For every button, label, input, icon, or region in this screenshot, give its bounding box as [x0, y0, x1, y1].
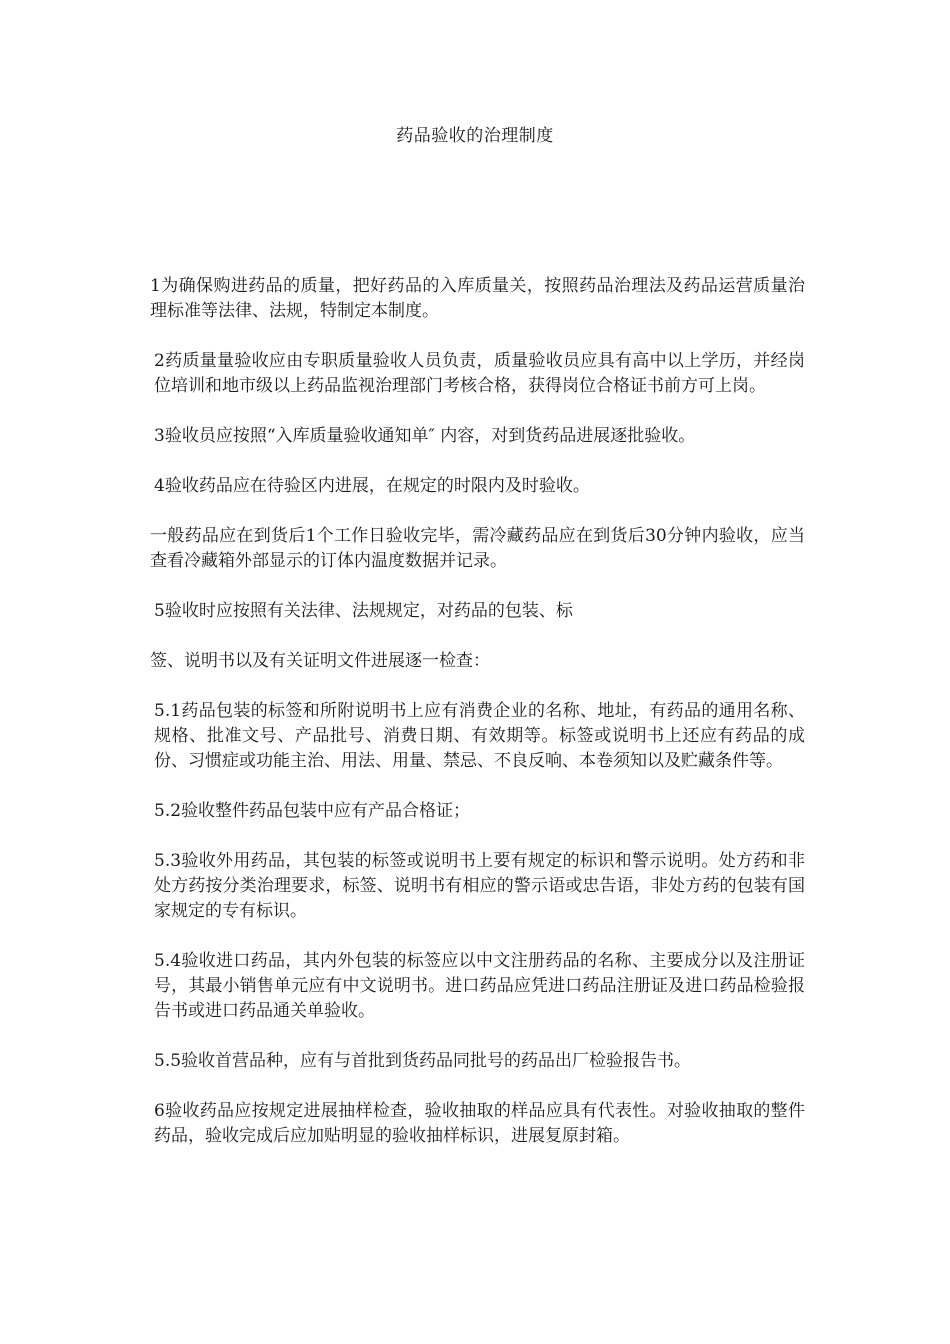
paragraph-5-2: 5.2验收整件药品包装中应有产品合格证；: [154, 801, 471, 821]
paragraph-5-4: 5.4验收进口药品，其内外包装的标签应以中文注册药品的名称、主要成分以及注册证号，其最小销售单元应有中文说明书。进口药品应凭进口药品注册证及进口药品检验报告书或进口药品通关单验收。: [154, 951, 805, 1021]
paragraph-5-3: 5.3验收外用药品，其包装的标签或说明书上要有规定的标识和警示说明。处方药和非处方药按分类治理要求，标签、说明书有相应的警示语或忠告语，非处方药的包装有国家规定的专有标识。: [154, 851, 805, 921]
paragraph-3: 3验收员应按照“入库质量验收通知单″ 内容，对到货药品进展逐批验收。: [154, 426, 696, 446]
paragraph-4-detail: 一般药品应在到货后1个工作日验收完毕，需冷藏药品应在到货后30分钟内验收，应当查看冷藏箱外部显示的订体内温度数据并记录。: [150, 526, 805, 571]
paragraph-6: 6验收药品应按规定进展抽样检查，验收抽取的样品应具有代表性。对验收抽取的整件药品，验收完成后应加贴明显的验收抽样标识，进展复原封箱。: [154, 1101, 805, 1146]
paragraph-5-cont: 签、说明书以及有关证明文件进展逐一检查：: [150, 651, 490, 671]
paragraph-2: 2药质量量验收应由专职质量验收人员负责，质量验收员应具有高中以上学历，并经岗位培训和地市级以上药品监视治理部门考核合格，获得岗位合格证书前方可上岗。: [154, 351, 805, 396]
document-body: [150, 274, 805, 1174]
paragraph-1: 1为确保购进药品的质量，把好药品的入库质量关，按照药品治理法及药品运营质量治理标准等法律、法规，特制定本制度。: [150, 276, 805, 321]
paragraph-5-5: 5.5验收首营品种，应有与首批到货药品同批号的药品出厂检验报告书。: [154, 1051, 692, 1071]
document-title: 药品验收的治理制度: [396, 126, 554, 146]
paragraph-5: 5验收时应按照有关法律、法规规定，对药品的包装、标: [154, 601, 573, 621]
paragraph-5-1: 5.1药品包装的标签和所附说明书上应有消费企业的名称、地址，有药品的通用名称、规格、批准文号、产品批号、消费日期、有效期等。标签或说明书上还应有药品的成份、习惯症或功能主治、用法、用量、禁忌、不良反响、本卷须知以及贮藏条件等。: [154, 701, 805, 771]
paragraph-4: 4验收药品应在待验区内进展，在规定的时限内及时验收。: [154, 476, 590, 496]
